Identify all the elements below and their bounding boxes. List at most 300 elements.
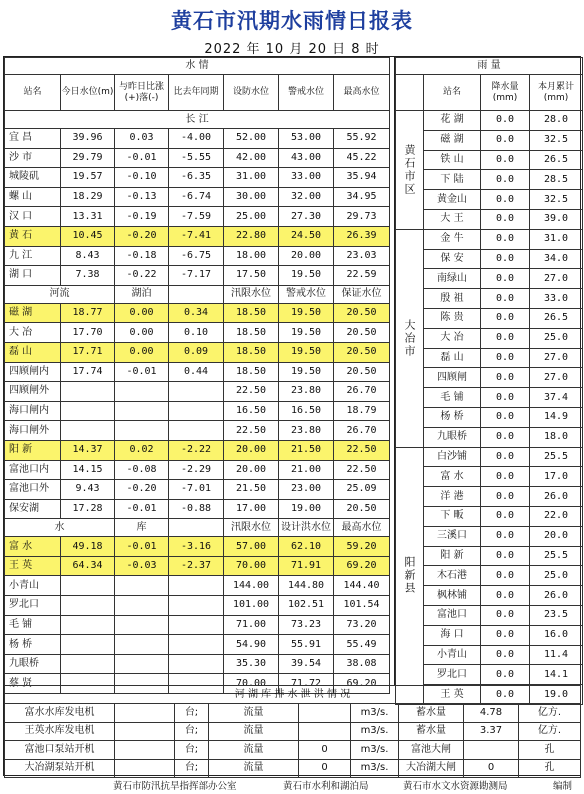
rain-station-name: 大 王 [424, 209, 481, 229]
water-level-panel [4, 57, 390, 689]
rain-station-name: 下 畈 [424, 506, 481, 526]
rain-row [396, 645, 583, 665]
water-max-cell: 144.40 [334, 576, 390, 596]
rain-station-name: 花 湖 [424, 111, 481, 131]
water-warn-cell: 27.30 [279, 207, 334, 227]
rain-row [396, 407, 583, 427]
water-col-change-header: 与昨日比涨(+)落(-) [115, 75, 169, 111]
water-row [5, 266, 390, 286]
rain-row [396, 506, 583, 526]
rain-row [396, 526, 583, 546]
rain-amount-cell: 0.0 [481, 685, 530, 705]
water-today-cell [61, 596, 115, 616]
water-max-cell: 38.08 [334, 654, 390, 674]
rain-station-name: 南绿山 [424, 269, 481, 289]
rainfall-table [395, 57, 583, 705]
water-warn-cell: 32.00 [279, 187, 334, 207]
water-row [5, 460, 390, 480]
water-max-cell: 22.50 [334, 440, 390, 460]
water-warn-cell: 21.00 [279, 460, 334, 480]
report-date: 2022 年 10 月 20 日 8 时 [204, 42, 380, 57]
rain-section-header: 雨 量 [396, 58, 583, 75]
water-change-cell: 0.00 [115, 323, 169, 343]
water-guard-cell: 18.50 [224, 362, 279, 382]
discharge-name-cell: 王英水库发电机 [5, 722, 115, 741]
water-row [5, 342, 390, 362]
water-change-cell [115, 382, 169, 402]
water-yoy-cell: 0.10 [169, 323, 224, 343]
rain-month-cell: 26.5 [530, 150, 583, 170]
water-row [5, 654, 390, 674]
rain-station-name: 海 口 [424, 625, 481, 645]
water-change-cell [115, 576, 169, 596]
rain-amount-cell: 0.0 [481, 506, 530, 526]
water-guard-cell: 144.00 [224, 576, 279, 596]
rain-month-cell: 28.0 [530, 111, 583, 131]
discharge-count-cell [115, 722, 175, 741]
rain-row [396, 566, 583, 586]
rain-region-label: 阳新县 [396, 447, 424, 704]
discharge-flow-cell: 0 [299, 759, 351, 778]
water-warn-cell: 19.50 [279, 266, 334, 286]
water-yoy-cell: -7.59 [169, 207, 224, 227]
water-warn-cell: 24.50 [279, 226, 334, 246]
rain-region-label: 黄石市区 [396, 111, 424, 230]
water-guard-cell: 18.00 [224, 246, 279, 266]
water-today-cell: 19.57 [61, 168, 115, 188]
water-row [5, 129, 390, 149]
water-warn-cell: 19.50 [279, 303, 334, 323]
water-change-cell: -0.13 [115, 187, 169, 207]
water-guard-cell: 54.90 [224, 635, 279, 655]
water-station-name: 小青山 [5, 576, 61, 596]
rain-row [396, 467, 583, 487]
rain-col-header: 站名 [424, 75, 481, 111]
rainfall-panel [394, 57, 582, 700]
water-max-cell: 29.73 [334, 207, 390, 227]
water-col-station-header: 站名 [5, 75, 61, 111]
water-yoy-cell: -7.41 [169, 226, 224, 246]
water-max-cell: 101.54 [334, 596, 390, 616]
rain-station-name: 金 牛 [424, 229, 481, 249]
water-row [5, 187, 390, 207]
water-row [5, 421, 390, 441]
water-yoy-cell: 0.44 [169, 362, 224, 382]
water-guard-cell: 18.50 [224, 303, 279, 323]
discharge-rate-unit-cell: m3/s. [351, 722, 399, 741]
water-guard-cell: 20.00 [224, 460, 279, 480]
water-section-label-b: 库 [115, 519, 169, 537]
rain-month-cell: 20.0 [530, 526, 583, 546]
water-col-today-header: 今日水位(m) [61, 75, 115, 111]
water-change-cell [115, 421, 169, 441]
water-guard-cell: 21.50 [224, 480, 279, 500]
water-guard-cell: 18.50 [224, 342, 279, 362]
rain-station-name: 四顾闸 [424, 368, 481, 388]
rain-station-name: 陈 贵 [424, 308, 481, 328]
water-row [5, 576, 390, 596]
water-row [5, 246, 390, 266]
rain-month-cell: 28.5 [530, 170, 583, 190]
rain-amount-cell: 0.0 [481, 229, 530, 249]
water-row [5, 499, 390, 519]
water-yoy-cell [169, 615, 224, 635]
rain-amount-cell: 0.0 [481, 249, 530, 269]
rain-month-cell: 23.5 [530, 605, 583, 625]
water-station-name: 四顾闸内 [5, 362, 61, 382]
water-guard-cell: 57.00 [224, 537, 279, 557]
water-today-cell: 49.18 [61, 537, 115, 557]
water-row [5, 323, 390, 343]
water-section-label-b: 湖泊 [115, 285, 169, 303]
footer-org-1: 黄石市防汛抗旱指挥部办公室 [113, 781, 237, 792]
water-change-cell: -0.01 [115, 537, 169, 557]
water-row [5, 440, 390, 460]
water-change-cell: -0.03 [115, 556, 169, 576]
rain-row [396, 289, 583, 309]
water-station-name: 富 水 [5, 537, 61, 557]
water-max-cell: 20.50 [334, 499, 390, 519]
discharge-stat-unit-cell: 亿方. [519, 722, 581, 741]
rain-station-name: 阳 新 [424, 546, 481, 566]
water-station-name: 保安湖 [5, 499, 61, 519]
footer-org-3: 黄石市水文水资源勘测局 [403, 781, 508, 792]
rain-station-name: 毛 铺 [424, 388, 481, 408]
rain-month-cell: 27.0 [530, 269, 583, 289]
rain-region-header [396, 75, 424, 111]
water-section-col-label: 汛限水位 [224, 285, 279, 303]
water-today-cell: 13.31 [61, 207, 115, 227]
rain-amount-cell: 0.0 [481, 209, 530, 229]
water-level-table [4, 57, 390, 694]
rain-amount-cell: 0.0 [481, 190, 530, 210]
rain-month-cell: 32.5 [530, 190, 583, 210]
rain-month-cell: 17.0 [530, 467, 583, 487]
water-warn-cell: 55.91 [279, 635, 334, 655]
discharge-unit-cell: 台; [175, 704, 209, 723]
rain-month-cell: 11.4 [530, 645, 583, 665]
discharge-stat-cell: 4.78 [464, 704, 519, 723]
water-guard-cell: 71.00 [224, 615, 279, 635]
water-row [5, 556, 390, 576]
water-change-cell: -0.01 [115, 148, 169, 168]
water-guard-cell: 18.50 [224, 323, 279, 343]
water-section-col-label: 保证水位 [334, 285, 390, 303]
water-guard-cell: 31.00 [224, 168, 279, 188]
water-section-col-label: 汛限水位 [224, 519, 279, 537]
water-today-cell: 14.37 [61, 440, 115, 460]
rain-station-name: 罗北口 [424, 665, 481, 685]
rain-station-name: 白沙铺 [424, 447, 481, 467]
water-change-cell: 0.02 [115, 440, 169, 460]
discharge-stat-label-cell: 蓄水量 [399, 722, 464, 741]
rain-amount-cell: 0.0 [481, 427, 530, 447]
rain-station-name: 九眼桥 [424, 427, 481, 447]
rain-month-cell: 16.0 [530, 625, 583, 645]
discharge-row [5, 741, 581, 760]
water-warn-cell: 19.00 [279, 499, 334, 519]
water-change-cell: -0.10 [115, 168, 169, 188]
water-today-cell: 17.28 [61, 499, 115, 519]
report-table-frame [3, 56, 581, 776]
rain-amount-cell: 0.0 [481, 348, 530, 368]
rain-row [396, 447, 583, 467]
water-today-cell: 10.45 [61, 226, 115, 246]
water-guard-cell: 70.00 [224, 674, 279, 694]
water-station-name: 螺 山 [5, 187, 61, 207]
rain-amount-cell: 0.0 [481, 447, 530, 467]
water-max-cell: 26.70 [334, 421, 390, 441]
rain-month-cell: 25.0 [530, 566, 583, 586]
water-yoy-cell [169, 576, 224, 596]
discharge-flow-label-cell: 流量 [209, 704, 299, 723]
water-change-cell: -0.08 [115, 460, 169, 480]
rain-amount-cell: 0.0 [481, 645, 530, 665]
water-max-cell: 25.09 [334, 480, 390, 500]
water-station-name: 富池口外 [5, 480, 61, 500]
water-station-name: 汉 口 [5, 207, 61, 227]
rain-row [396, 665, 583, 685]
water-max-cell: 20.50 [334, 303, 390, 323]
water-warn-cell: 16.50 [279, 401, 334, 421]
water-section-label-c [169, 285, 224, 303]
rain-station-name: 枫林铺 [424, 586, 481, 606]
rain-month-cell: 33.0 [530, 289, 583, 309]
discharge-rate-unit-cell: m3/s. [351, 704, 399, 723]
water-change-cell [115, 635, 169, 655]
rain-amount-cell: 0.0 [481, 487, 530, 507]
rain-station-name: 殷 祖 [424, 289, 481, 309]
rain-row [396, 487, 583, 507]
water-warn-cell: 102.51 [279, 596, 334, 616]
rain-month-cell: 14.9 [530, 407, 583, 427]
water-yoy-cell: -6.75 [169, 246, 224, 266]
rain-amount-cell: 0.0 [481, 368, 530, 388]
discharge-flow-label-cell: 流量 [209, 759, 299, 778]
water-section-label: 长 江 [5, 111, 390, 129]
water-today-cell [61, 421, 115, 441]
water-max-cell: 34.95 [334, 187, 390, 207]
water-station-name: 九 江 [5, 246, 61, 266]
water-section-label-a: 河流 [5, 285, 115, 303]
rain-month-cell: 19.0 [530, 685, 583, 705]
water-max-cell: 26.39 [334, 226, 390, 246]
discharge-stat-cell: 0 [464, 759, 519, 778]
water-station-name: 毛 铺 [5, 615, 61, 635]
discharge-stat-unit-cell: 亿方. [519, 704, 581, 723]
rain-month-cell: 25.5 [530, 546, 583, 566]
water-warn-cell: 71.91 [279, 556, 334, 576]
rain-amount-cell: 0.0 [481, 388, 530, 408]
water-row [5, 148, 390, 168]
water-max-cell: 22.50 [334, 460, 390, 480]
rain-station-name: 大 冶 [424, 328, 481, 348]
water-yoy-cell: -7.01 [169, 480, 224, 500]
water-warn-cell: 39.54 [279, 654, 334, 674]
water-guard-cell: 17.00 [224, 499, 279, 519]
rain-row [396, 190, 583, 210]
rain-col-header: 降水量(mm) [481, 75, 530, 111]
rain-amount-cell: 0.0 [481, 328, 530, 348]
water-station-name: 宜 昌 [5, 129, 61, 149]
water-today-cell: 17.71 [61, 342, 115, 362]
water-max-cell: 73.20 [334, 615, 390, 635]
discharge-stat-unit-cell: 孔 [519, 759, 581, 778]
rain-station-name: 富 水 [424, 467, 481, 487]
water-today-cell: 18.77 [61, 303, 115, 323]
water-change-cell [115, 615, 169, 635]
rain-amount-cell: 0.0 [481, 467, 530, 487]
water-today-cell [61, 615, 115, 635]
water-max-cell: 20.50 [334, 362, 390, 382]
discharge-stat-unit-cell: 孔 [519, 741, 581, 760]
report-footer [0, 778, 584, 792]
discharge-table [4, 685, 581, 778]
water-max-cell: 59.20 [334, 537, 390, 557]
water-change-cell: -0.18 [115, 246, 169, 266]
discharge-name-cell: 大冶湖泵站开机 [5, 759, 115, 778]
water-max-cell: 45.22 [334, 148, 390, 168]
water-guard-cell: 101.00 [224, 596, 279, 616]
water-row [5, 207, 390, 227]
water-warn-cell: 23.80 [279, 421, 334, 441]
water-warn-cell: 73.23 [279, 615, 334, 635]
rain-station-name: 铁 山 [424, 150, 481, 170]
rain-row [396, 427, 583, 447]
rain-station-name: 磁 湖 [424, 130, 481, 150]
water-section-label-c [169, 519, 224, 537]
discharge-row [5, 722, 581, 741]
rain-amount-cell: 0.0 [481, 130, 530, 150]
water-guard-cell: 20.00 [224, 440, 279, 460]
rain-station-name: 富池口 [424, 605, 481, 625]
water-guard-cell: 52.00 [224, 129, 279, 149]
rain-region-label: 大冶市 [396, 229, 424, 447]
water-max-cell: 55.92 [334, 129, 390, 149]
water-yoy-cell: -2.22 [169, 440, 224, 460]
water-max-cell: 20.50 [334, 342, 390, 362]
water-section-col-label: 最高水位 [334, 519, 390, 537]
footer-suffix: 编制 [553, 781, 573, 792]
water-station-name: 城陵矶 [5, 168, 61, 188]
water-guard-cell: 17.50 [224, 266, 279, 286]
rain-station-name: 下 陆 [424, 170, 481, 190]
water-max-cell: 23.03 [334, 246, 390, 266]
rain-row [396, 229, 583, 249]
rain-amount-cell: 0.0 [481, 269, 530, 289]
water-guard-cell: 22.50 [224, 382, 279, 402]
water-section-label-a: 水 [5, 519, 115, 537]
water-yoy-cell: -0.88 [169, 499, 224, 519]
water-section-col-label: 警戒水位 [279, 285, 334, 303]
water-yoy-cell: 0.09 [169, 342, 224, 362]
water-change-cell: -0.20 [115, 480, 169, 500]
rain-row [396, 209, 583, 229]
water-station-name: 黄 石 [5, 226, 61, 246]
rain-month-cell: 27.0 [530, 348, 583, 368]
water-max-cell: 55.49 [334, 635, 390, 655]
report-title: 黄石市汛期水雨情日报表 [171, 9, 413, 33]
water-change-cell: -0.19 [115, 207, 169, 227]
water-station-name: 杨 桥 [5, 635, 61, 655]
water-section-col-label: 设计洪水位 [279, 519, 334, 537]
rain-row [396, 368, 583, 388]
water-change-cell: -0.20 [115, 226, 169, 246]
rain-amount-cell: 0.0 [481, 625, 530, 645]
water-max-cell: 18.79 [334, 401, 390, 421]
water-row [5, 596, 390, 616]
rain-month-cell: 22.0 [530, 506, 583, 526]
discharge-row [5, 759, 581, 778]
rain-row [396, 170, 583, 190]
water-warn-cell: 19.50 [279, 362, 334, 382]
water-station-name: 湖 口 [5, 266, 61, 286]
water-station-name: 四顾闸外 [5, 382, 61, 402]
rain-amount-cell: 0.0 [481, 407, 530, 427]
discharge-unit-cell: 台; [175, 759, 209, 778]
water-warn-cell: 19.50 [279, 323, 334, 343]
discharge-name-cell: 富池口泵站开机 [5, 741, 115, 760]
discharge-flow-label-cell: 流量 [209, 722, 299, 741]
water-yoy-cell [169, 401, 224, 421]
water-yoy-cell: -2.29 [169, 460, 224, 480]
rain-row [396, 249, 583, 269]
water-today-cell [61, 401, 115, 421]
rain-col-header: 本月累计(mm) [530, 75, 583, 111]
rain-amount-cell: 0.0 [481, 170, 530, 190]
water-warn-cell: 23.80 [279, 382, 334, 402]
water-row [5, 635, 390, 655]
rain-station-name: 洋 港 [424, 487, 481, 507]
water-station-name: 磁 湖 [5, 303, 61, 323]
water-yoy-cell [169, 654, 224, 674]
water-yoy-cell [169, 382, 224, 402]
rain-amount-cell: 0.0 [481, 289, 530, 309]
discharge-count-cell [115, 759, 175, 778]
rain-row [396, 269, 583, 289]
rain-amount-cell: 0.0 [481, 308, 530, 328]
water-row [5, 382, 390, 402]
water-today-cell: 29.79 [61, 148, 115, 168]
water-yoy-cell: -4.00 [169, 129, 224, 149]
rain-month-cell: 32.5 [530, 130, 583, 150]
rain-month-cell: 25.0 [530, 328, 583, 348]
rain-month-cell: 26.0 [530, 586, 583, 606]
discharge-flow-cell: 0 [299, 741, 351, 760]
water-station-name: 九眼桥 [5, 654, 61, 674]
water-guard-cell: 25.00 [224, 207, 279, 227]
water-station-name: 罗北口 [5, 596, 61, 616]
water-row [5, 168, 390, 188]
rain-month-cell: 34.0 [530, 249, 583, 269]
rain-month-cell: 25.5 [530, 447, 583, 467]
water-yoy-cell: 0.34 [169, 303, 224, 323]
water-today-cell: 18.29 [61, 187, 115, 207]
water-col-guard-header: 设防水位 [224, 75, 279, 111]
rain-row [396, 388, 583, 408]
rain-station-name: 杨 桥 [424, 407, 481, 427]
rain-month-cell: 39.0 [530, 209, 583, 229]
water-max-cell: 22.59 [334, 266, 390, 286]
rain-amount-cell: 0.0 [481, 566, 530, 586]
water-warn-cell: 20.00 [279, 246, 334, 266]
discharge-flow-cell [299, 704, 351, 723]
water-today-cell: 7.38 [61, 266, 115, 286]
rain-row [396, 308, 583, 328]
water-yoy-cell [169, 596, 224, 616]
water-warn-cell: 33.00 [279, 168, 334, 188]
rain-month-cell: 31.0 [530, 229, 583, 249]
